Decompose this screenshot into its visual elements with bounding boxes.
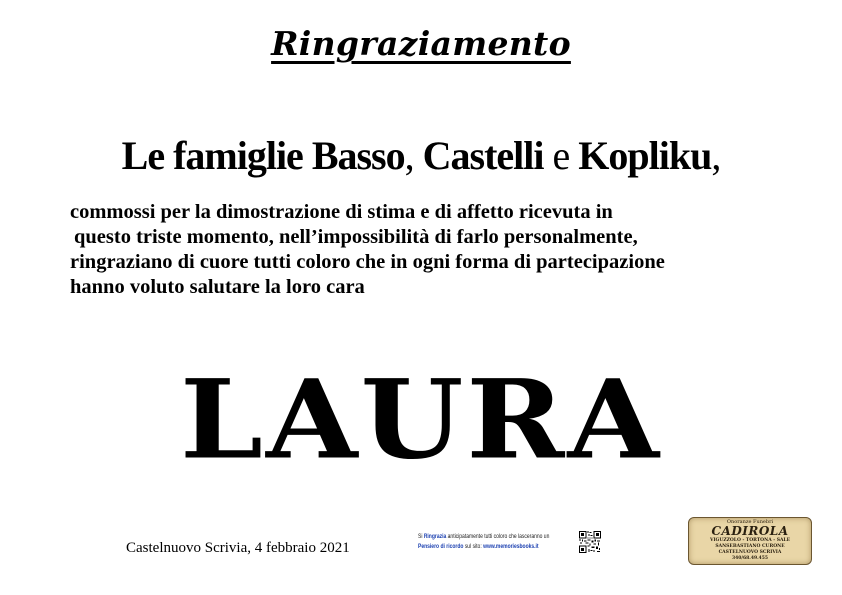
families-line [0,132,842,180]
funeral-home-brand: CADIROLA [711,524,789,538]
notice-text-2: sul sito: [463,543,484,550]
notice-line-1 [418,532,550,542]
notice-line-2 [418,542,543,552]
funeral-home-locations-1: VIGUZZOLO - TORTONA - SALE [709,538,791,543]
title-text: Ringraziamento [271,24,571,63]
funeral-home-subtitle: Onoranze Funebri [726,519,774,525]
place-date: Castelnuovo Scrivia, 4 febbraio 2021 [126,540,350,556]
memories-notice [418,532,550,552]
families-suffix: , [711,133,721,178]
funeral-home-locations-3: CASTELNUOVO SCRIVIA [718,550,782,555]
funeral-home-phone: 340/68.49.455 [731,556,769,561]
family-name-castelli: Castelli [422,133,544,178]
family-name-basso: Basso [311,133,405,178]
family-name-kopliku: Kopliku [578,133,712,178]
notice-website-link[interactable]: www.memoriesbooks.it [483,543,539,550]
qr-code-icon[interactable] [579,531,601,553]
message-line-3: ringraziano di cuore tutti coloro che in ogni forma di partecipazione [70,251,665,273]
notice-title [0,24,842,63]
funeral-home-logo [688,517,812,565]
families-prefix: Le famiglie [121,133,312,178]
funeral-home-locations-2: SANSEBASTIANO CURONE [715,544,785,549]
notice-pre: Si [418,533,424,540]
message-body [70,200,790,300]
notice-text-1: anticipatamente tutti coloro che lasceranno un [446,533,550,540]
notice-pensiero: Pensiero di ricordo [418,543,464,550]
message-line-4: hanno voluto salutare la loro cara [70,276,365,298]
funeral-home-text [688,519,812,562]
message-line-2: questo triste momento, nell’impossibilità di farlo personalmente, [74,226,638,248]
message-line-1: commossi per la dimostrazione di stima e di affetto ricevuta in [70,201,613,223]
notice-ringrazia: Ringrazia [423,533,447,540]
deceased-name: LAURA [179,355,663,484]
families-separator-1: , [404,133,423,178]
families-separator-2: e [543,133,579,178]
